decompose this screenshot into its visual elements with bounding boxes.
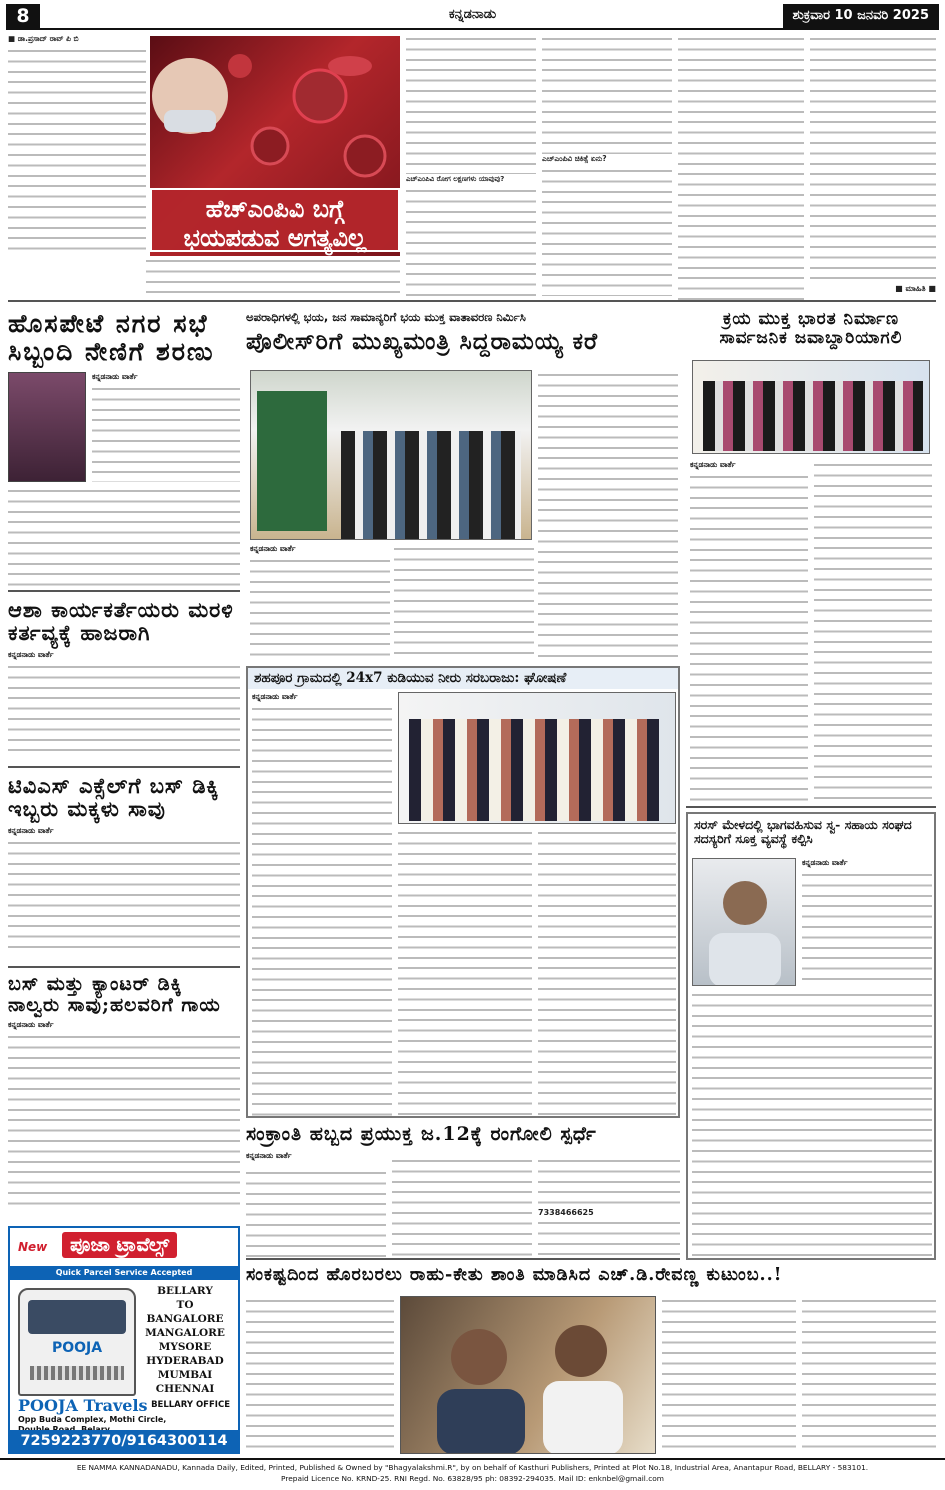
ad-phone[interactable]: 7259223770/9164300114 [10, 1430, 238, 1452]
tvs-text [8, 838, 240, 954]
ad-route-item: HYDERABAD [146, 1355, 224, 1367]
bus-canter-text [8, 1032, 240, 1208]
imprint-footer [0, 1458, 945, 1484]
revanna-text-col1 [246, 1296, 394, 1454]
footer-line2: Prepaid Licence No. KRND-25. RNI Regd. No. 63828/95 ph: 08392-294035. Mail ID: enknbel@gmail.com [281, 1474, 664, 1483]
color-registration-marks-right [860, 1484, 896, 1490]
ad-address: Opp Buda Complex, Mothi Circle, [18, 1415, 167, 1424]
ad-bus-label: POOJA [51, 1340, 103, 1356]
tvs-headline: ಟಿವಿಎಸ್ ಎಕ್ಸೆಲ್‌ಗೆ ಬಸ್ ಡಿಕ್ಕಿ ಇಬ್ಬರು ಮಕ್ಕಳು ಸಾವು [8, 774, 220, 822]
hmpv-byline-col [8, 34, 146, 256]
shg-headline: ಸರಸ್ ಮೇಳದಲ್ಲಿ ಭಾಗವಹಿಸುವ ಸ್ವ- ಸಹಾಯ ಸಂಘದ ಸದಸ್ಯರಿಗೆ ಸೂಕ್ತ ವ್ಯವಸ್ಥೆ ಕಲ್ಪಿಸಿ [694, 817, 912, 846]
rangoli-text-col2 [392, 1156, 532, 1258]
bribe-photo [692, 360, 930, 454]
cm-byline: ಕನ್ನಡನಾಡು ವಾರ್ತೆ [250, 544, 296, 553]
hmpv-text-col5 [678, 34, 804, 300]
water-headline: ಶಹಪೂರ ಗ್ರಾಮದಲ್ಲಿ 24x7 ಕುಡಿಯುವ ನೀರು ಸರಬರಾಜು: ಘೋಷಣೆ [248, 668, 678, 689]
rangoli-byline: ಕನ್ನಡನಾಡು ವಾರ್ತೆ [246, 1150, 292, 1160]
ad-route-item: BELLARY [157, 1285, 213, 1297]
shg-text-right [802, 870, 932, 986]
water-text-col2 [398, 828, 532, 1116]
rangoli-text-col1 [246, 1168, 386, 1258]
shg-byline: ಕನ್ನಡನಾಡು ವಾರ್ತೆ [802, 858, 848, 867]
revanna-text-col3 [802, 1296, 936, 1454]
rangoli-article [246, 1124, 680, 1260]
hospet-text-right [92, 384, 240, 482]
hmpv-banner-line2: ಭಯಪಡುವ ಅಗತ್ಯವಿಲ್ಲ [183, 223, 367, 252]
bribe-byline: ಕನ್ನಡನಾಡು ವಾರ್ತೆ [690, 460, 736, 469]
revanna-headline: ಸಂಕಷ್ಟದಿಂದ ಹೊರಬರಲು ರಾಹು-ಕೇತು ಶಾಂತಿ ಮಾಡಿಸಿದ ಎಚ್.ಡಿ.ರೇವಣ್ಣ ಕುಟುಂಬ..! [246, 1266, 783, 1285]
hmpv-subhead-symptoms: ಎಚ್‌ಎಂಪಿವಿ ರೋಗ ಲಕ್ಷಣಗಳು ಯಾವುವು? [406, 175, 505, 183]
bribe-headline: ಕ್ರಯ ಮುಕ್ತ ಭಾರತ ನಿರ್ಮಾಣ ಸಾರ್ವಜನಿಕ ಜವಾಬ್ದಾರಿಯಾಗಲಿ [719, 310, 903, 348]
cm-headline: ಪೊಲೀಸ್‌ರಿಗೆ ಮುಖ್ಯಮಂತ್ರಿ ಸಿದ್ದರಾಮಯ್ಯ ಕರೆ [246, 328, 599, 355]
bribe-article [686, 310, 936, 808]
bus-canter-headline: ಬಸ್ ಮತ್ತು ಕ್ಯಾಂಟರ್ ಡಿಕ್ಕಿ ನಾಲ್ವರು ಸಾವು;ಹಲವರಿಗೆ ಗಾಯ [8, 974, 221, 1016]
shg-text-bottom [692, 990, 932, 1258]
hmpv-signoff: ■ ಮಾಹಿತಿ ■ [895, 284, 936, 293]
hmpv-text-lower [146, 256, 400, 300]
revanna-photo [400, 1296, 656, 1454]
hmpv-banner [150, 188, 400, 252]
water-byline: ಕನ್ನಡನಾಡು ವಾರ್ತೆ [252, 692, 298, 701]
color-registration-marks-left [30, 1484, 66, 1490]
asha-text [8, 662, 240, 758]
hmpv-text-col4 [542, 34, 672, 300]
footer-line1: EE NAMMA KANNADANADU, Kannada Daily, Edited, Printed, Published & Owned by "Bhagyalakshmi.R", by on behalf of Kasthuri Publishers, Printed at Plot No.18, Industrial Area, Anantapur Road, BELLARY - 583101. [76, 1463, 869, 1472]
ad-new-label: New [18, 1240, 48, 1254]
tvs-article [8, 774, 240, 968]
revanna-couple-illustration [401, 1297, 656, 1454]
ad-route-item: TO [176, 1299, 194, 1311]
ad-header [10, 1228, 238, 1262]
pooja-travels-ad[interactable] [8, 1226, 240, 1454]
page-header [6, 4, 939, 30]
cm-text-left [250, 556, 390, 662]
ad-parcel-banner: Quick Parcel Service Accepted [10, 1266, 238, 1280]
ad-route-list [138, 1284, 232, 1396]
hmpv-subhead-treatment: ಎಚ್‌ಎಂಪಿವಿ ಚಿಕಿತ್ಸೆ ಏನು? [542, 154, 607, 163]
ad-route-item: CHENNAI [155, 1383, 215, 1395]
water-photo [398, 692, 676, 824]
water-text-col1 [252, 704, 392, 1116]
shg-photo [692, 858, 796, 986]
revanna-text-col2 [662, 1296, 796, 1454]
cm-kicker: ಅಪರಾಧಿಗಳಲ್ಲಿ ಭಯ, ಜನ ಸಾಮಾನ್ಯರಿಗೆ ಭಯ ಮುಕ್ತ ವಾತಾವರಣ ನಿರ್ಮಿಸಿ [246, 310, 526, 324]
hmpv-banner-line1: ಹೆಚ್‌ಎಂಪಿವಿ ಬಗ್ಗೆ [205, 194, 345, 223]
ad-brand: POOJA Travels [18, 1396, 148, 1415]
water-article [246, 666, 680, 1118]
issue-date: ಶುಕ್ರವಾರ 10 ಜನವರಿ 2025 [783, 4, 940, 28]
bribe-text-right [814, 460, 932, 806]
water-text-col3 [538, 828, 676, 1116]
asha-headline: ಆಶಾ ಕಾರ್ಯಕರ್ತೆಯರು ಮರಳಿ ಕರ್ತವ್ಯಕ್ಕೆ ಹಾಜರಾಗಿ [8, 598, 234, 646]
ad-name: ಪೂಜಾ ಟ್ರಾವೆಲ್ಸ್ [62, 1232, 177, 1258]
ad-route-item: MUMBAI [157, 1369, 213, 1381]
ad-route-item: MYSORE [158, 1341, 212, 1353]
cm-article [246, 310, 680, 662]
hmpv-article [8, 34, 936, 302]
cm-photo [250, 370, 532, 540]
bus-icon [18, 1288, 136, 1396]
hospet-byline: ಕನ್ನಡನಾಡು ವಾರ್ತೆ [92, 372, 138, 381]
ad-office-label: BELLARY OFFICE [151, 1400, 230, 1410]
hospet-headline: ಹೊಸಪೇಟೆ ನಗರ ಸಭೆ ಸಿಬ್ಬಂದಿ ನೇಣಿಗೆ ಶರಣು [8, 310, 215, 366]
revanna-article [246, 1266, 936, 1456]
cm-text-mid [394, 544, 534, 662]
hospet-text-bottom [8, 486, 240, 590]
official-portrait [693, 859, 796, 986]
cm-text-right [538, 370, 678, 662]
ad-route-item: BANGALORE [146, 1313, 224, 1325]
page-number: 8 [6, 4, 40, 28]
hospet-photo [8, 372, 86, 482]
asha-article [8, 598, 240, 768]
rangoli-text-col3 [538, 1156, 680, 1258]
bribe-text-left [690, 472, 808, 806]
asha-byline: ಕನ್ನಡನಾಡು ವಾರ್ತೆ [8, 650, 54, 660]
hospet-article [8, 310, 240, 592]
tvs-byline: ಕನ್ನಡನಾಡು ವಾರ್ತೆ [8, 826, 54, 836]
rangoli-phone: 7338466625 [538, 1208, 594, 1217]
hmpv-text-col3 [406, 34, 536, 300]
shg-article [686, 812, 936, 1260]
hmpv-text-col6 [810, 34, 936, 300]
rangoli-headline: ಸಂಕ್ರಾಂತಿ ಹಬ್ಬದ ಪ್ರಯುಕ್ತ ಜ.12ಕ್ಕೆ ರಂಗೋಲಿ ಸ್ಪರ್ಧೆ [246, 1124, 597, 1145]
bus-canter-byline: ಕನ್ನಡನಾಡು ವಾರ್ತೆ [8, 1019, 54, 1029]
bus-canter-article [8, 974, 240, 1220]
ad-route-item: MANGALORE [145, 1327, 225, 1339]
hmpv-byline: ■ ಡಾ.ಪ್ರಸಾದ್ ರಾವ್ ಪಿ ಬಿ [8, 34, 79, 43]
masthead: ಕನ್ನಡನಾಡು [448, 7, 497, 22]
hmpv-text-col1 [8, 46, 146, 250]
